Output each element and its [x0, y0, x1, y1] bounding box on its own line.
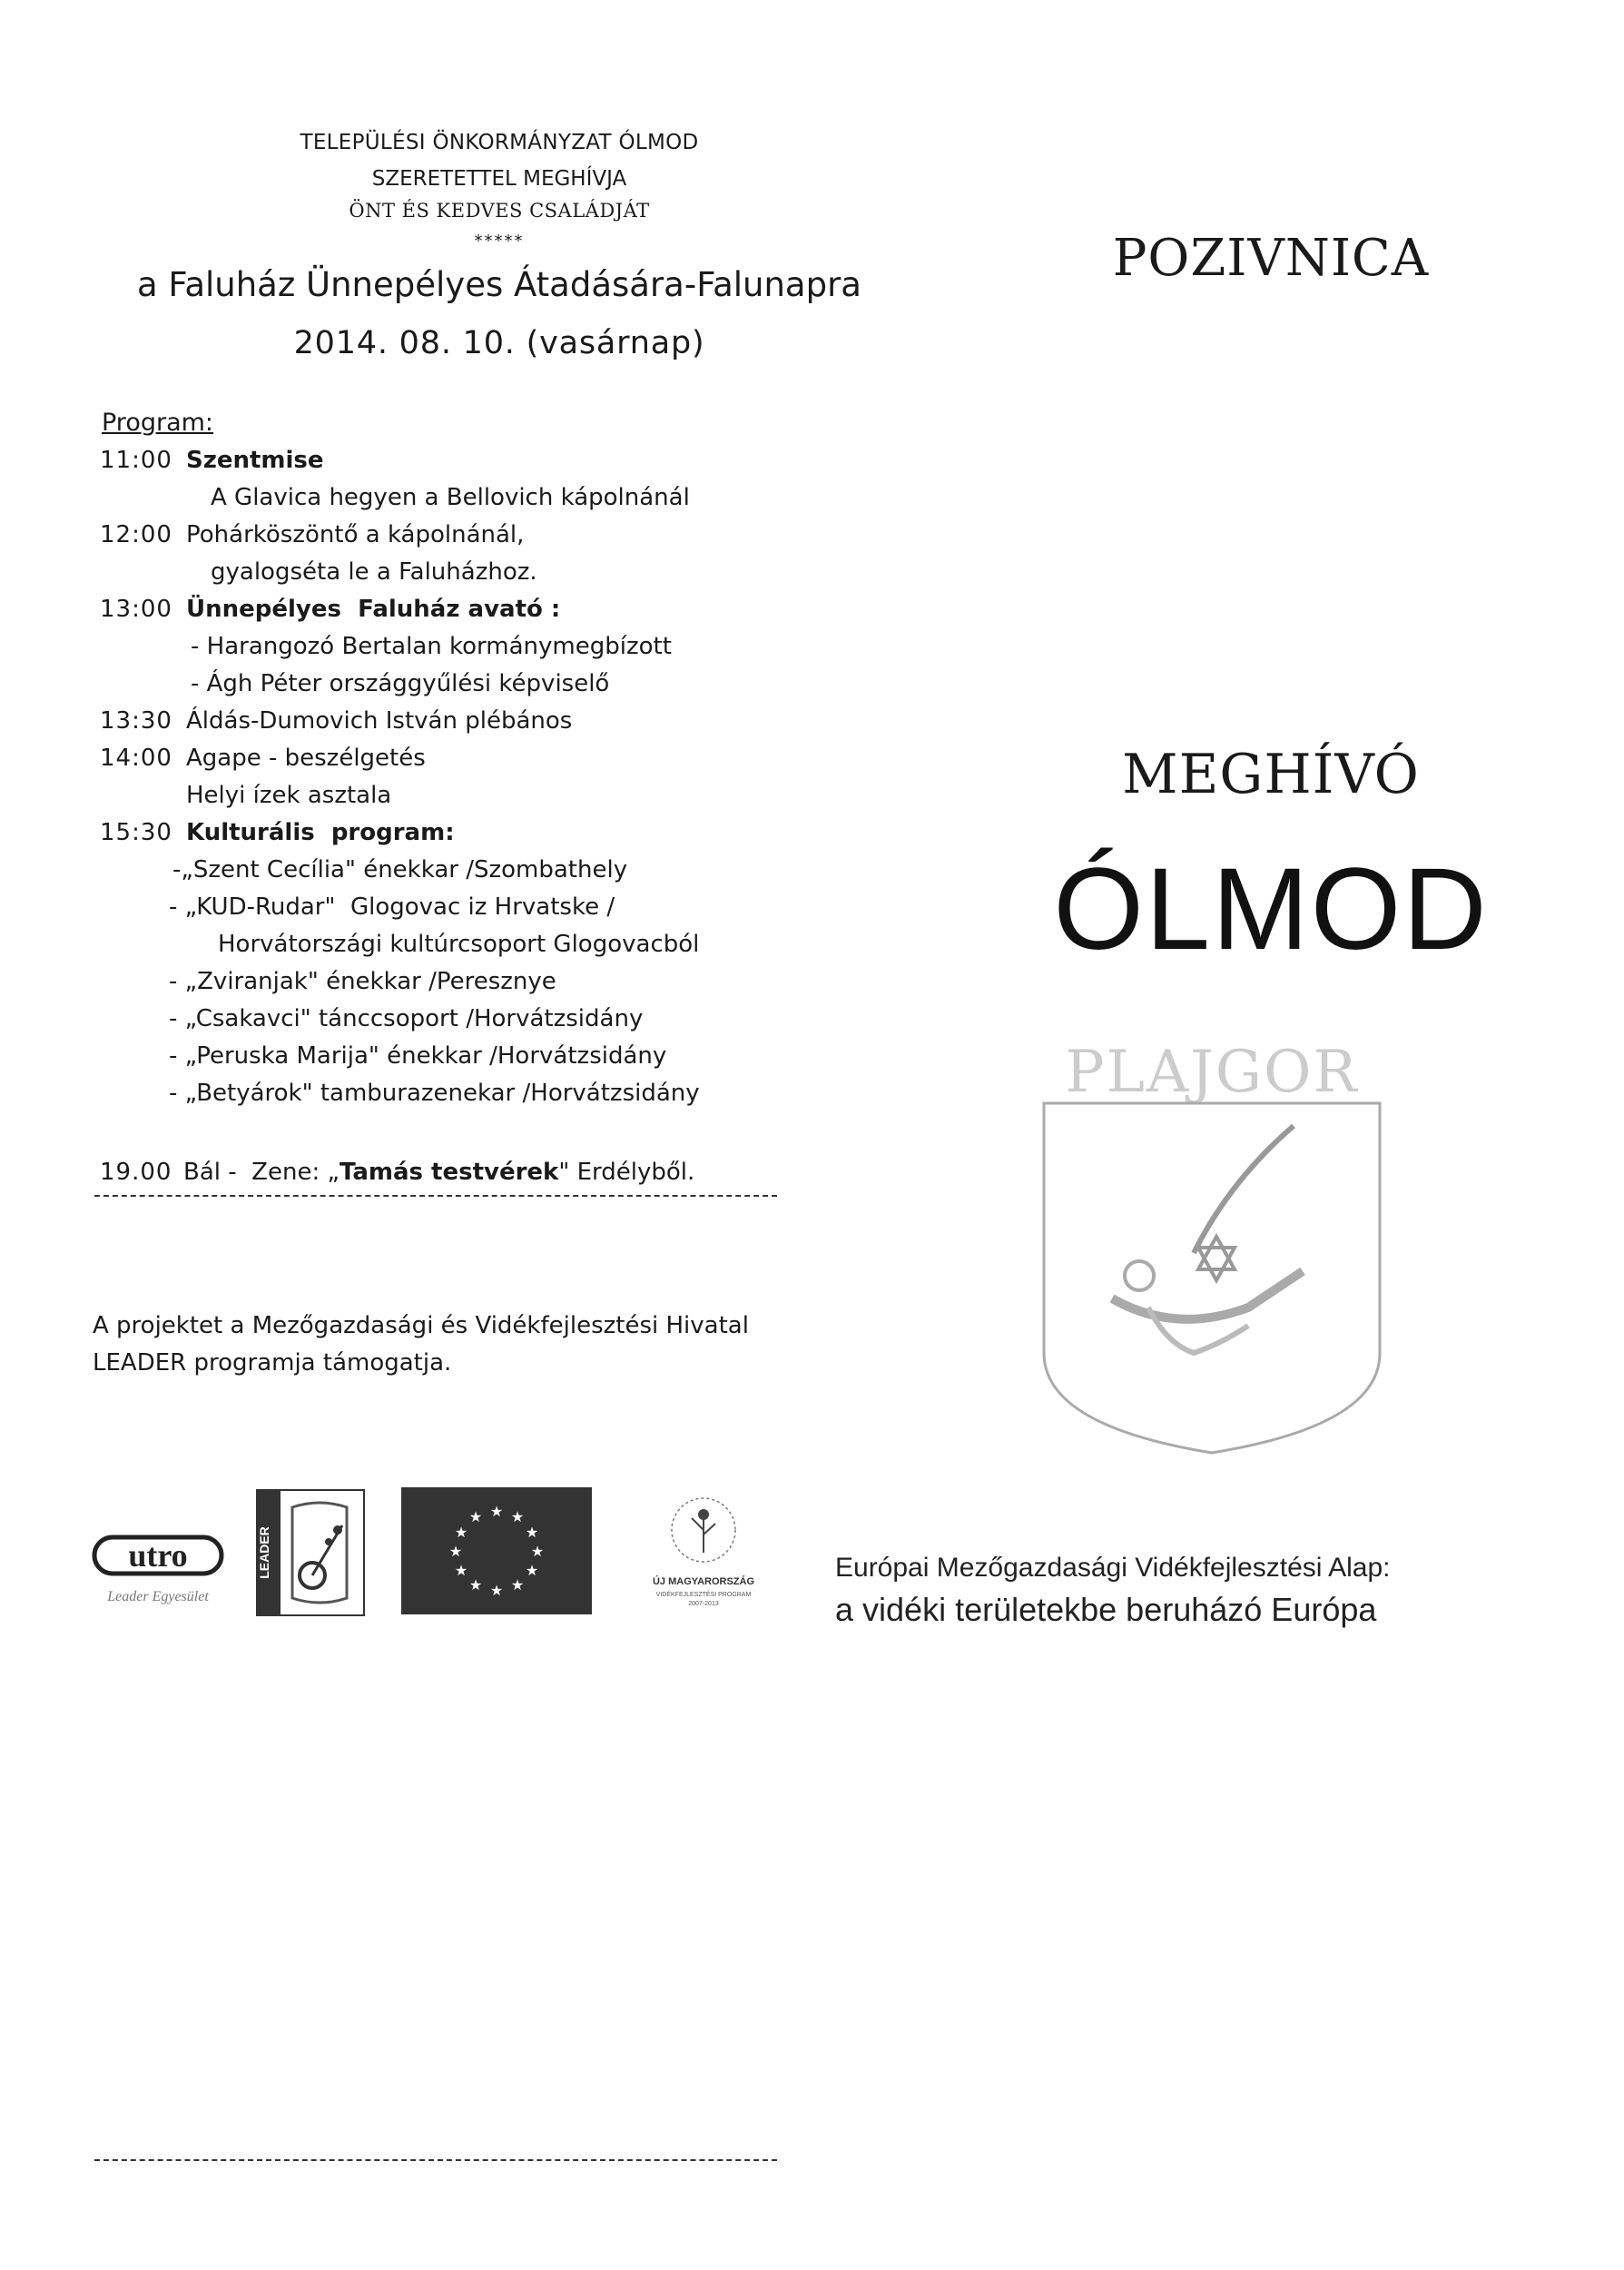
program-item-detail: - Harangozó Bertalan kormánymegbízott	[191, 633, 672, 660]
stars-separator: *****	[474, 232, 525, 251]
umvp-title: ÚJ MAGYARORSZÁG	[652, 1576, 755, 1587]
cultural-item: - „KUD-Rudar" Glogovac iz Hrvatske /	[169, 893, 615, 921]
svg-text:★: ★	[448, 1543, 463, 1560]
svg-text:★: ★	[510, 1508, 525, 1525]
coat-title: PLAJGOR	[1065, 1039, 1359, 1106]
svg-text:★: ★	[468, 1508, 483, 1525]
event-date: 2014. 08. 10. (vasárnap)	[293, 325, 705, 361]
svg-text:★: ★	[489, 1582, 504, 1599]
svg-text:★: ★	[530, 1543, 545, 1560]
program-item-detail: - Ágh Péter országgyűlési képviselő	[191, 670, 610, 697]
program-time: 15:30	[100, 819, 172, 846]
program-item: Szentmise	[186, 447, 324, 474]
organizer: TELEPÜLÉSI ÖNKORMÁNYZAT ÓLMOD	[300, 131, 699, 154]
uj-magyarorszag-logo	[635, 1489, 772, 1625]
meghivo-title: MEGHÍVÓ	[1122, 743, 1420, 806]
umvp-years: 2007-2013	[688, 1601, 719, 1607]
program-item: Ünnepélyes Faluház avató :	[186, 596, 561, 623]
svg-text:★: ★	[454, 1562, 468, 1579]
cultural-item: -„Szent Cecília" énekkar /Szombathely	[172, 856, 628, 883]
program-item: Kulturális program:	[186, 819, 455, 846]
divider-line-bottom	[94, 2159, 777, 2161]
leader-label: LEADER	[257, 1526, 271, 1579]
leader-assoc-mark: utro	[128, 1537, 188, 1574]
program-time: 12:00	[100, 521, 172, 548]
program-item-detail: Helyi ízek asztala	[186, 782, 392, 809]
cultural-item: - „Betyárok" tamburazenekar /Horvátzsidány	[169, 1080, 700, 1107]
ball-post: " Erdélyből.	[558, 1159, 695, 1186]
event-title: a Faluház Ünnepélyes Átadására-Falunapra	[137, 265, 861, 304]
leader-assoc-sub: Leader Egyesület	[107, 1589, 209, 1604]
program-label: Program:	[102, 409, 214, 437]
svg-text:★: ★	[510, 1576, 525, 1594]
umvp-sub: VIDÉKFEJLESZTÉSI PROGRAM	[655, 1592, 752, 1598]
support-line-2: LEADER programja támogatja.	[93, 1349, 452, 1377]
cultural-item: Horvátországi kultúrcsoport Glogovacból	[218, 931, 700, 958]
support-line-1: A projektet a Mezőgazdasági és Vidékfejlesztési Hivatal	[93, 1312, 749, 1339]
program-time: 13:00	[100, 596, 172, 623]
svg-text:★: ★	[525, 1524, 539, 1541]
coat-of-arms	[1030, 1035, 1393, 1471]
leader-logo	[256, 1489, 365, 1616]
program-time: 11:00	[100, 447, 172, 474]
cultural-item: - „Csakavci" tánccsoport /Horvátzsidány	[169, 1005, 644, 1032]
support-text	[93, 1308, 819, 1382]
ball-line	[183, 1159, 694, 1186]
eu-flag	[401, 1487, 592, 1614]
eu-fund-line-1: Európai Mezőgazdasági Vidékfejlesztési Alap:	[835, 1553, 1391, 1583]
ball-pre: Bál - Zene: „	[183, 1159, 340, 1186]
cultural-item: - „Peruska Marija" énekkar /Horvátzsidány	[169, 1042, 667, 1070]
eu-fund-line-2: a vidéki területekbe beruházó Európa	[835, 1591, 1377, 1628]
program-item-detail: A Glavica hegyen a Bellovich kápolnánál	[211, 484, 690, 511]
ball-band: Tamás testvérek	[339, 1159, 559, 1186]
village-name: ÓLMOD	[1053, 844, 1489, 974]
program-item-detail: gyalogséta le a Faluházhoz.	[211, 558, 537, 586]
svg-text:★: ★	[468, 1576, 483, 1594]
cultural-item: - „Zviranjak" énekkar /Peresznye	[169, 968, 556, 995]
program-time: 19.00	[100, 1159, 172, 1186]
pozivnica-title: POZIVNICA	[1112, 229, 1430, 288]
program-item: Pohárköszöntő a kápolnánál,	[186, 521, 525, 548]
program-item: Agape - beszélgetés	[186, 745, 426, 772]
invite-line-1: SZERETETTEL MEGHÍVJA	[371, 167, 627, 191]
divider-line	[94, 1195, 777, 1197]
svg-text:★: ★	[489, 1503, 504, 1520]
program-item: Áldás-Dumovich István plébános	[186, 707, 573, 735]
svg-text:★: ★	[525, 1562, 539, 1579]
program-time: 13:30	[100, 707, 172, 735]
program-time: 14:00	[100, 745, 172, 772]
invite-line-2: ÖNT ÉS KEDVES CSALÁDJÁT	[349, 200, 650, 222]
leader-association-logo	[91, 1530, 227, 1612]
svg-text:★: ★	[454, 1524, 468, 1541]
